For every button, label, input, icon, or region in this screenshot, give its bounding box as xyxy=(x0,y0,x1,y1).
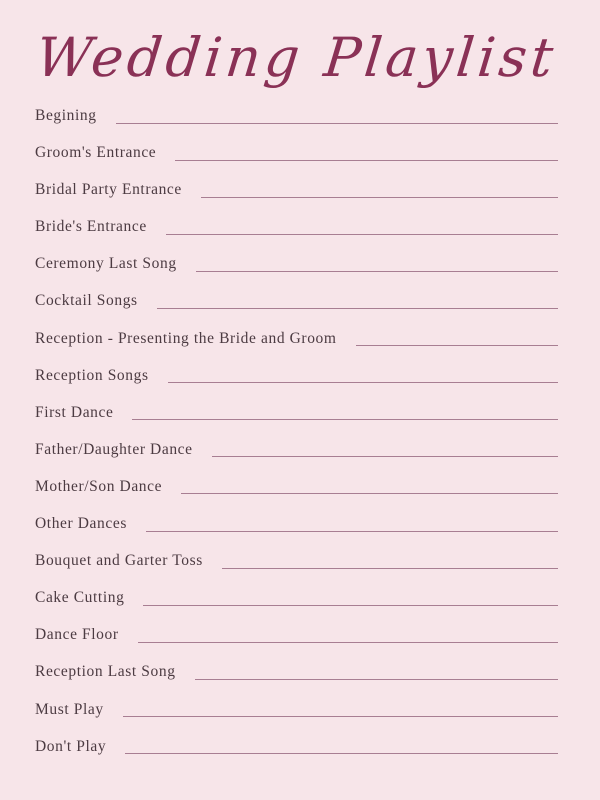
fill-in-line xyxy=(146,531,558,532)
playlist-row xyxy=(35,664,558,680)
fill-in-line xyxy=(157,308,558,309)
fill-in-line xyxy=(143,605,558,606)
row-label: Must Play xyxy=(35,700,104,718)
playlist-row xyxy=(35,368,558,384)
playlist-row xyxy=(35,739,558,755)
row-label: Reception Last Song xyxy=(35,663,176,681)
row-label: Don't Play xyxy=(35,737,107,755)
fill-in-line xyxy=(168,382,558,383)
row-label: Other Dances xyxy=(35,515,127,533)
playlist-row xyxy=(35,627,558,643)
playlist-row xyxy=(35,553,558,569)
fill-in-line xyxy=(123,716,558,717)
row-label: Begining xyxy=(35,107,97,124)
fill-in-line xyxy=(201,197,558,198)
page-title: Wedding Playlist xyxy=(33,26,560,89)
fill-in-line xyxy=(222,568,558,569)
row-label: First Dance xyxy=(35,403,114,421)
playlist-row xyxy=(35,405,558,421)
playlist-row xyxy=(35,145,558,161)
playlist-row xyxy=(35,331,558,347)
row-label: Reception - Presenting the Bride and Groom xyxy=(35,329,337,347)
fill-in-line xyxy=(212,456,558,457)
fill-in-line xyxy=(181,493,558,494)
row-label: Groom's Entrance xyxy=(35,144,157,162)
playlist-row xyxy=(35,479,558,495)
fill-in-line xyxy=(356,345,558,346)
row-label: Dance Floor xyxy=(35,626,119,644)
row-label: Bride's Entrance xyxy=(35,218,147,236)
row-label: Cake Cutting xyxy=(35,589,125,607)
fill-in-line xyxy=(195,679,558,680)
row-label: Cocktail Songs xyxy=(35,292,138,310)
playlist-row xyxy=(35,108,558,124)
fill-in-line xyxy=(196,271,558,272)
fill-in-line xyxy=(166,234,558,235)
playlist-rows xyxy=(35,108,558,754)
row-label: Bridal Party Entrance xyxy=(35,181,182,199)
playlist-row xyxy=(35,516,558,532)
row-label: Bouquet and Garter Toss xyxy=(35,552,203,570)
fill-in-line xyxy=(132,419,558,420)
playlist-row xyxy=(35,256,558,272)
fill-in-line xyxy=(116,123,558,124)
playlist-row xyxy=(35,182,558,198)
fill-in-line xyxy=(138,642,558,643)
fill-in-line xyxy=(125,753,558,754)
fill-in-line xyxy=(175,160,558,161)
row-label: Mother/Son Dance xyxy=(35,477,163,495)
row-label: Father/Daughter Dance xyxy=(35,440,193,458)
row-label: Reception Songs xyxy=(35,366,149,384)
playlist-row xyxy=(35,442,558,458)
row-label: Ceremony Last Song xyxy=(35,255,177,273)
playlist-row xyxy=(35,219,558,235)
playlist-row xyxy=(35,590,558,606)
playlist-row xyxy=(35,702,558,718)
playlist-row xyxy=(35,293,558,309)
